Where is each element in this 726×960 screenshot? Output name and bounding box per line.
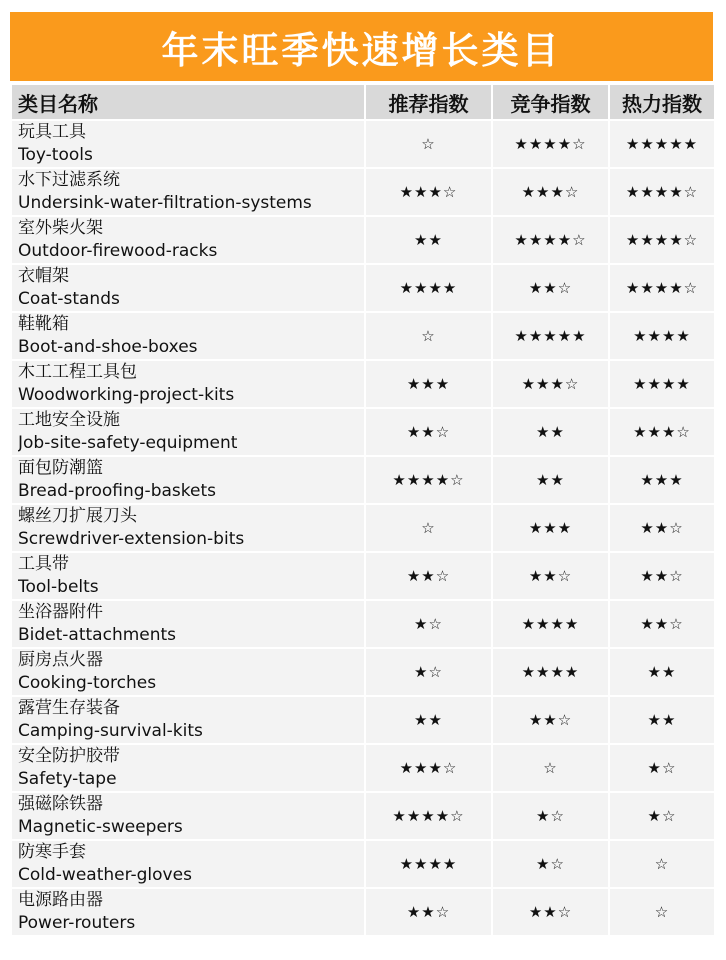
recommend-rating: ☆ (365, 120, 492, 168)
heat-rating: ★☆ (609, 744, 715, 792)
category-name-en: Toy-tools (18, 145, 93, 165)
category-name-zh: 玩具工具 (18, 122, 86, 142)
category-name-cell (11, 312, 365, 360)
category-name-zh: 木工工程工具包 (18, 362, 137, 382)
category-name-zh: 防寒手套 (18, 842, 86, 862)
category-name-en: Safety-tape (18, 769, 117, 789)
category-name-zh: 面包防潮篮 (18, 458, 103, 478)
recommend-rating: ★★ (365, 216, 492, 264)
competition-rating: ★★☆ (492, 264, 609, 312)
category-name-cell (11, 360, 365, 408)
category-name-cell (11, 552, 365, 600)
category-name-cell (11, 744, 365, 792)
heat-rating: ★★★★☆ (609, 168, 715, 216)
page-title: 年末旺季快速增长类目 (10, 12, 713, 81)
competition-rating: ★☆ (492, 792, 609, 840)
recommend-rating: ★★☆ (365, 552, 492, 600)
table-row (11, 312, 715, 360)
heat-rating: ★★ (609, 648, 715, 696)
category-name-zh: 安全防护胶带 (18, 746, 120, 766)
category-name-cell (11, 264, 365, 312)
competition-rating: ★★★☆ (492, 360, 609, 408)
competition-rating: ★★★★ (492, 648, 609, 696)
heat-rating: ★★☆ (609, 600, 715, 648)
recommend-rating: ★★★★☆ (365, 792, 492, 840)
recommend-rating: ★★★ (365, 360, 492, 408)
competition-rating: ★★★☆ (492, 168, 609, 216)
category-name-zh: 电源路由器 (18, 890, 103, 910)
category-name-zh: 厨房点火器 (18, 650, 103, 670)
table-row (11, 120, 715, 168)
recommend-rating: ★☆ (365, 600, 492, 648)
table-row (11, 264, 715, 312)
category-name-cell (11, 120, 365, 168)
table-row (11, 696, 715, 744)
heat-rating: ★★☆ (609, 504, 715, 552)
category-name-zh: 衣帽架 (18, 266, 69, 286)
heat-rating: ★★★★☆ (609, 264, 715, 312)
category-name-zh: 工具带 (18, 554, 69, 574)
table-row (11, 408, 715, 456)
table-row (11, 600, 715, 648)
category-name-en: Magnetic-sweepers (18, 817, 183, 837)
heat-rating: ★★★★ (609, 360, 715, 408)
competition-rating: ★☆ (492, 840, 609, 888)
table-row (11, 168, 715, 216)
recommend-rating: ★★ (365, 696, 492, 744)
competition-rating: ★★★★ (492, 600, 609, 648)
category-name-cell (11, 600, 365, 648)
heat-rating: ★★★★ (609, 312, 715, 360)
header-recommend-index: 推荐指数 (365, 84, 492, 120)
table-header-row (11, 84, 715, 120)
recommend-rating: ★★☆ (365, 408, 492, 456)
heat-rating: ★★★ (609, 456, 715, 504)
category-name-zh: 坐浴器附件 (18, 602, 103, 622)
recommend-rating: ★★★☆ (365, 168, 492, 216)
heat-rating: ★★★★★ (609, 120, 715, 168)
category-name-zh: 螺丝刀扩展刀头 (18, 506, 137, 526)
table-row (11, 792, 715, 840)
category-table (10, 83, 716, 937)
category-name-en: Woodworking-project-kits (18, 385, 235, 405)
category-name-cell (11, 456, 365, 504)
category-name-cell (11, 168, 365, 216)
category-name-zh: 强磁除铁器 (18, 794, 103, 814)
category-name-cell (11, 696, 365, 744)
category-name-en: Power-routers (18, 913, 136, 933)
header-category-name: 类目名称 (11, 84, 365, 120)
category-name-en: Camping-survival-kits (18, 721, 203, 741)
heat-rating: ★★★★☆ (609, 216, 715, 264)
category-name-en: Job-site-safety-equipment (18, 433, 238, 453)
competition-rating: ★★ (492, 456, 609, 504)
category-name-zh: 露营生存装备 (18, 698, 120, 718)
competition-rating: ★★★★☆ (492, 216, 609, 264)
competition-rating: ★★☆ (492, 552, 609, 600)
competition-rating: ☆ (492, 744, 609, 792)
category-name-cell (11, 408, 365, 456)
heat-rating: ★☆ (609, 792, 715, 840)
recommend-rating: ★★★☆ (365, 744, 492, 792)
recommend-rating: ☆ (365, 504, 492, 552)
category-name-cell (11, 840, 365, 888)
category-name-cell (11, 504, 365, 552)
recommend-rating: ★☆ (365, 648, 492, 696)
table-row (11, 648, 715, 696)
recommend-rating: ★★★★ (365, 840, 492, 888)
recommend-rating: ★★☆ (365, 888, 492, 936)
category-name-en: Bidet-attachments (18, 625, 177, 645)
competition-rating: ★★★ (492, 504, 609, 552)
recommend-rating: ☆ (365, 312, 492, 360)
table-row (11, 888, 715, 936)
table-row (11, 504, 715, 552)
competition-rating: ★★★★★ (492, 312, 609, 360)
category-name-en: Cooking-torches (18, 673, 157, 693)
category-name-en: Cold-weather-gloves (18, 865, 192, 885)
category-name-cell (11, 792, 365, 840)
table-row (11, 360, 715, 408)
table-body (11, 120, 715, 936)
category-name-zh: 室外柴火架 (18, 218, 103, 238)
category-name-cell (11, 888, 365, 936)
category-name-en: Boot-and-shoe-boxes (18, 337, 198, 357)
competition-rating: ★★ (492, 408, 609, 456)
table-row (11, 744, 715, 792)
heat-rating: ★★ (609, 696, 715, 744)
competition-rating: ★★☆ (492, 888, 609, 936)
category-name-zh: 工地安全设施 (18, 410, 120, 430)
table-row (11, 840, 715, 888)
table-row (11, 552, 715, 600)
category-name-zh: 鞋靴箱 (18, 314, 69, 334)
competition-rating: ★★★★☆ (492, 120, 609, 168)
category-name-en: Screwdriver-extension-bits (18, 529, 245, 549)
heat-rating: ★★☆ (609, 552, 715, 600)
category-name-en: Undersink-water-filtration-systems (18, 193, 312, 213)
category-name-zh: 水下过滤系统 (18, 170, 120, 190)
heat-rating: ☆ (609, 840, 715, 888)
header-heat-index: 热力指数 (609, 84, 715, 120)
category-name-cell (11, 216, 365, 264)
recommend-rating: ★★★★☆ (365, 456, 492, 504)
header-competition-index: 竞争指数 (492, 84, 609, 120)
recommend-rating: ★★★★ (365, 264, 492, 312)
category-name-en: Bread-proofing-baskets (18, 481, 216, 501)
category-name-cell (11, 648, 365, 696)
category-name-en: Coat-stands (18, 289, 120, 309)
heat-rating: ★★★☆ (609, 408, 715, 456)
competition-rating: ★★☆ (492, 696, 609, 744)
category-name-en: Tool-belts (18, 577, 99, 597)
heat-rating: ☆ (609, 888, 715, 936)
table-row (11, 456, 715, 504)
category-name-en: Outdoor-firewood-racks (18, 241, 218, 261)
table-row (11, 216, 715, 264)
